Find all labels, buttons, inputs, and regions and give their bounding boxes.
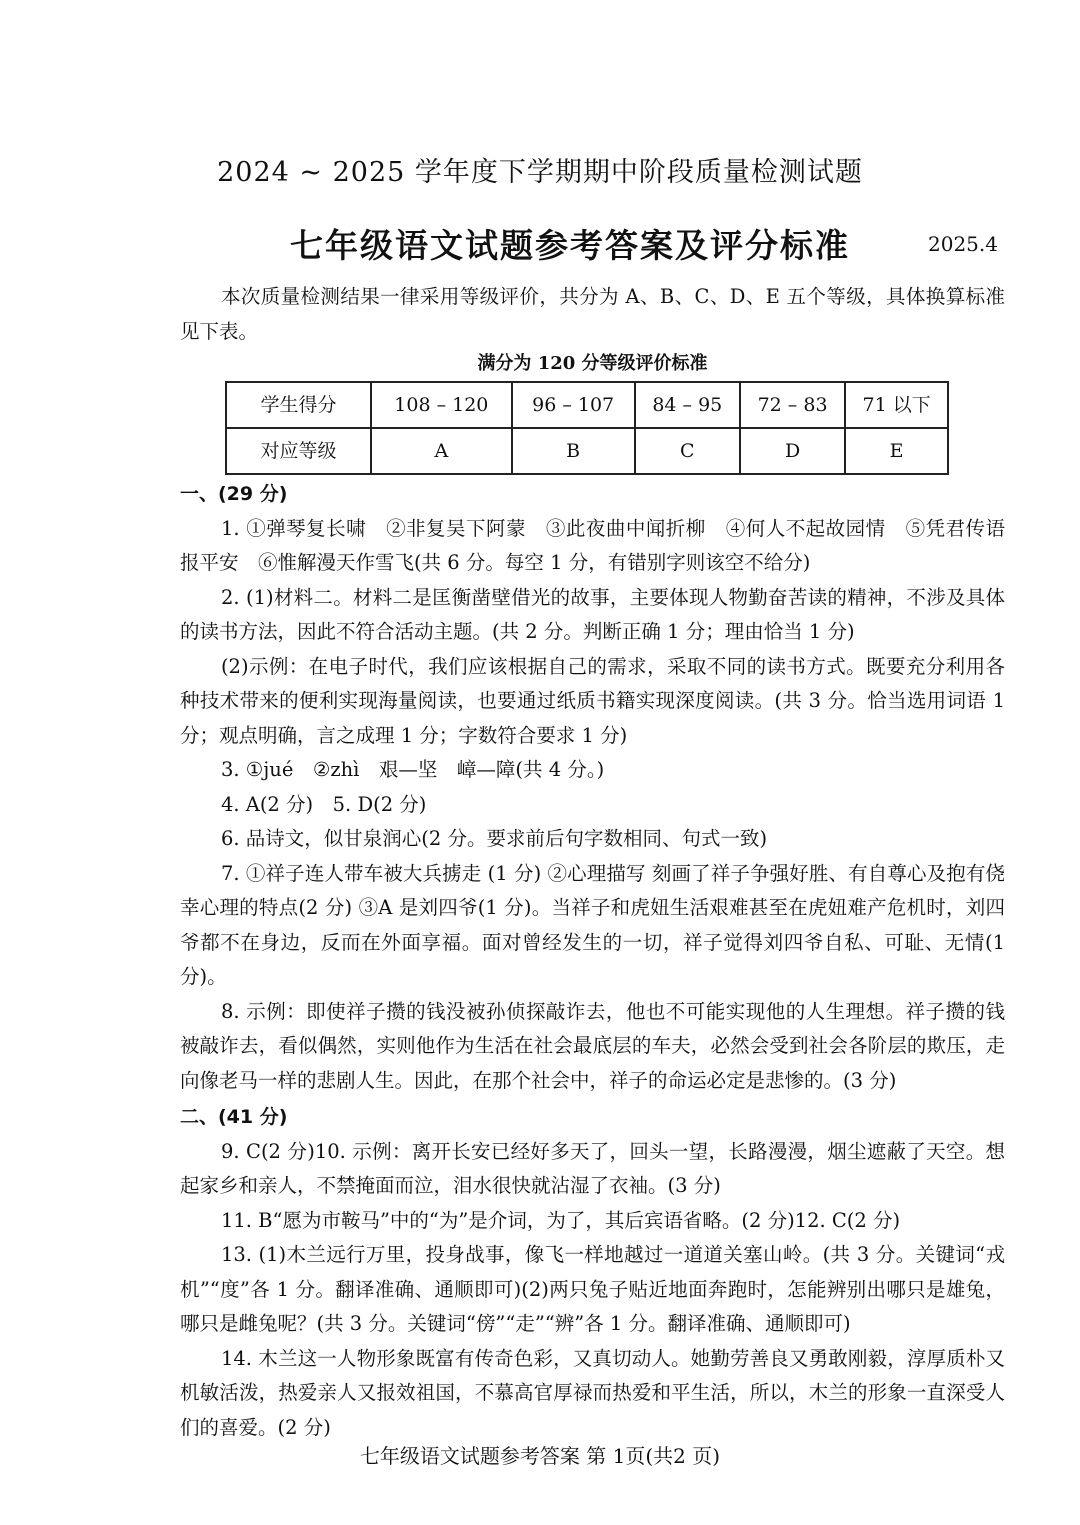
grade-cell-d: D [740,428,845,474]
section-two-heading: 二、(41 分) [180,1106,288,1128]
section-one-heading: 一、(29 分) [180,483,288,505]
grade-cell-b: B [512,428,635,474]
score-cell-d: 72 – 83 [740,382,845,428]
answer-q2-2: (2)示例：在电子时代，我们应该根据自己的需求，采取不同的读书方式。既要充分利用各种技术带来的便利实现海量阅读，也要通过纸质书籍实现深度阅读。(共 3 分。恰当选用词语 1 分；观点明确，言之成理 1 分；字数符合要求 1 分) [180,654,1005,747]
score-cell-c: 84 – 95 [635,382,740,428]
intro-paragraph: 本次质量检测结果一律采用等级评价，共分为 A、B、C、D、E 五个等级，具体换算标准见下表。 [180,285,1005,343]
grade-row-label: 对应等级 [226,428,371,474]
answer-q11-12: 11. B“愿为市鞍马”中的“为”是介词，为了，其后宾语省略。(2 分)12. C(2 分) [220,1208,901,1232]
answer-q3: 3. ①jué ②zhì 艰—坚 嶂—障(共 4 分。) [220,758,605,781]
grade-cell-e: E [845,428,948,474]
answer-q1: 1. ①弹琴复长啸 ②非复吴下阿蒙 ③此夜曲中闻折柳 ④何人不起故园情 ⑤凭君传语报平安 ⑥惟解漫天作雪飞(共 6 分。每空 1 分，有错别字则该空不给分) [180,516,1005,574]
grade-row [226,428,948,474]
grade-cell-c: C [635,428,740,474]
answer-q13: 13. (1)木兰远行万里，投身战事，像飞一样地越过一道道关塞山岭。(共 3 分。关键词“戎机”“度”各 1 分。翻译准确、通顺即可)(2)两只兔子贴近地面奔跑时，怎能辨别出哪只是雄兔，哪只是雌兔呢？(共 3 分。关键词“傍”“走”“辨”各 1 分。翻译准确、通顺即可) [180,1243,1005,1335]
exam-title: 2024 ~ 2025 学年度下学期期中阶段质量检测试题 [217,157,863,188]
score-cell-a: 108 – 120 [371,382,512,428]
score-row [226,382,948,428]
document-title: 七年级语文试题参考答案及评分标准 [290,226,850,265]
score-cell-e: 71 以下 [845,382,948,428]
grade-table [225,381,949,475]
answer-q9-10: 9. C(2 分)10. 示例：离开长安已经好多天了，回头一望，长路漫漫，烟尘遮蔽了天空。想起家乡和亲人，不禁掩面而泣，泪水很快就沾湿了衣袖。(3 分) [180,1139,1005,1197]
content-body [180,280,1005,1445]
grade-table-caption: 满分为 120 分等级评价标准 [477,353,708,374]
answer-q6: 6. 品诗文，似甘泉润心(2 分。要求前后句字数相同、句式一致) [220,827,768,850]
answer-q2-1: 2. (1)材料二。材料二是匡衡凿壁借光的故事，主要体现人物勤奋苦读的精神，不涉及具体的读书方法，因此不符合活动主题。(共 2 分。判断正确 1 分；理由恰当 1 分) [180,585,1005,643]
document-date: 2025.4 [928,232,998,256]
answer-q7: 7. ①祥子连人带车被大兵掳走 (1 分) ②心理描写 刻画了祥子争强好胜、有自尊心及抱有侥幸心理的特点(2 分) ③A 是刘四爷(1 分)。当祥子和虎妞生活艰难甚至在虎妞难产危机时，刘四爷都不在身边，反而在外面享福。面对曾经发生的一切，祥子觉得刘四爷自私、可耻、无情(1 分)。 [180,861,1005,988]
score-cell-b: 96 – 107 [512,382,635,428]
answer-q4-5: 4. A(2 分) 5. D(2 分) [220,792,427,816]
answer-q8: 8. 示例：即使祥子攒的钱没被孙侦探敲诈去，他也不可能实现他的人生理想。祥子攒的钱被敲诈去，看似偶然，实则他作为生活在社会最底层的车夫，必然会受到社会各阶层的欺压，走向像老马一样的悲剧人生。因此，在那个社会中，祥子的命运必定是悲惨的。(3 分) [180,999,1005,1092]
page-footer: 七年级语文试题参考答案 第 1页(共2 页) [359,1444,721,1468]
score-row-label: 学生得分 [226,382,371,428]
answer-q14: 14. 木兰这一人物形象既富有传奇色彩，又真切动人。她勤劳善良又勇敢刚毅，淳厚质朴又机敏活泼，热爱亲人又报效祖国，不慕高官厚禄而热爱和平生活，所以，木兰的形象一直深受人们的喜爱。(2 分) [180,1346,1005,1439]
grade-cell-a: A [371,428,512,474]
